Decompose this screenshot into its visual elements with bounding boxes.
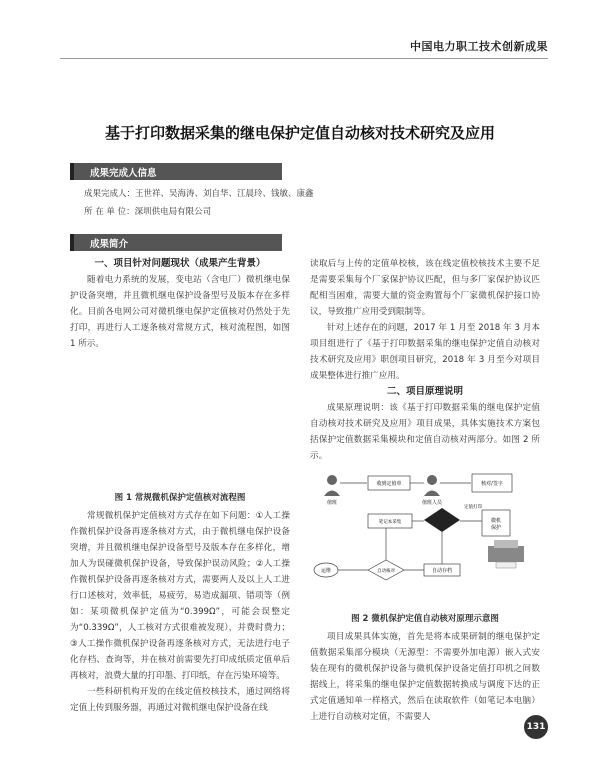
paragraph: 项目成果具体实施，首先是将本成果研制的继电保护定值数据采集部分模块（无源型：不需要外加电源）嵌入式安装在现有的微机保护设备与微机保护设备定值打印机之间数据线上，将采集的继电保护定值数据转换成与调度下达的正式定值通知单一样格式，然后在读取软件（如笔记本电脑）上进行自动核对定值，不需要人 (310, 632, 540, 722)
figure-2-caption: 图 2 微机保护定值自动核对原理示意图 (351, 614, 499, 624)
page-title: 基于打印数据采集的继电保护定值自动核对技术研究及应用 (104, 124, 495, 142)
protection-label: 微机 (490, 518, 502, 524)
authors-line (84, 187, 314, 199)
collector-module-icon (424, 508, 460, 532)
archive-label: 自动存档 (431, 568, 453, 574)
heading-principle: 二、项目原理说明 (386, 386, 463, 397)
authors-value: 王世祥、吴海涛、刘自华、江晨玲、钱敏、康鑫 (135, 189, 314, 199)
left-column-top (70, 256, 290, 352)
operator-label: 值班 (326, 500, 338, 506)
paragraph: 一些科研机构开发的在线定值校核技术，通过网络将定值上传到服务器，再通过对微机继电保护设备在线 (70, 687, 290, 713)
section-bar-marker (70, 163, 74, 180)
printer-icon (488, 540, 524, 568)
section-bar-summary (70, 234, 282, 251)
staff-person-icon (424, 475, 440, 496)
staff-label: 值班人员 (421, 500, 443, 506)
figure-2-diagram (312, 470, 540, 600)
heading-background: 一、项目针对问题现状（成果产生背景） (94, 258, 266, 269)
unit-line (84, 205, 211, 217)
section-bar-marker (70, 234, 74, 251)
pc-label: 笔记本采集 (378, 520, 402, 525)
figure-1-area (70, 355, 290, 485)
section-bar-info (70, 163, 282, 180)
authors-label: 成果完成人： (84, 189, 136, 199)
engineer-label: 运维 (320, 568, 332, 574)
right-column-top (310, 256, 540, 464)
section-label-summary: 成果简介 (90, 239, 129, 250)
paragraph: 成果原理说明：该《基于打印数据采集的继电保护定值自动核对技术研究及应用》项目成果，具体实施技术方案包括保护定值数据采集模块和定值自动核对两部分。如图 2 所示。 (310, 403, 540, 461)
cloud-label: 定值打印 (464, 505, 482, 510)
paragraph: 读取后与上传的定值单校核，该在线定值校核技术主要不足是需要采集每个厂家保护协议匹配，但与多厂家保护协议匹配相当困难，需要大量的资金购置每个厂家微机保护接口协议，导致推广应用受到限制等。 (310, 259, 540, 317)
section-label-info: 成果完成人信息 (90, 168, 157, 179)
check-label: 自动核对 (377, 569, 395, 574)
unit-label: 所 在 单 位： (84, 207, 135, 217)
paragraph: 常规微机保护定值核对方式存在如下问题：①人工操作微机保护设备再逐条核对方式，由于微机继电保护设备突增，并且微机继电保护设备型号及版本存在多样化，增加人为误碰微机保护设备，导致保护误动风险；②人工操作微机保护设备再逐条核对方式，需要两人及以上人工进行口述核对，效率低，易疲劳，易造成漏项、错项等（例如：某项微机保护定值为“0.399Ω”，可能会误整定为“0.339Ω”，人工核对方式很难被发现），并费时费力；③人工操作微机保护设备再逐条核对方式，无法进行电子化存档、查询等，并在核对前需要先打印成纸质定值单后再核对，浪费大量的打印墨、打印纸，存在污染环境等。 (70, 511, 290, 681)
sign-label: 核对/签字 (481, 481, 503, 487)
left-column-bottom (70, 508, 290, 716)
header-divider (60, 58, 548, 59)
journal-header: 中国电力职工技术创新成果 (410, 40, 548, 53)
svg-text:保护: 保护 (490, 525, 502, 531)
unit-value: 深圳供电局有限公司 (134, 207, 212, 217)
operator-person-icon (324, 475, 340, 496)
right-column-bottom (310, 629, 540, 725)
page-number-badge: 131 (524, 715, 548, 739)
paragraph: 随着电力系统的发展，变电站（含电厂）微机继电保护设备突增，并且微机继电保护设备型号及版本存在多样化。目前各电网公司对微机继电保护定值核对仍然处于先打印，再进行人工逐条核对常规方式，核对流程图，如图 1 所示。 (70, 275, 290, 349)
receive-label: 收到定值单 (376, 481, 402, 487)
paragraph: 针对上述存在的问题，2017 年 1 月至 2018 年 3 月本项目组进行了《基于打印数据采集的继电保护定值自动核对技术研究及应用》职创项目研究，2018 年 3 月至今对项目成果整体进行推广应用。 (310, 323, 540, 381)
figure-1-caption: 图 1 常规微机保护定值核对流程图 (114, 493, 246, 503)
